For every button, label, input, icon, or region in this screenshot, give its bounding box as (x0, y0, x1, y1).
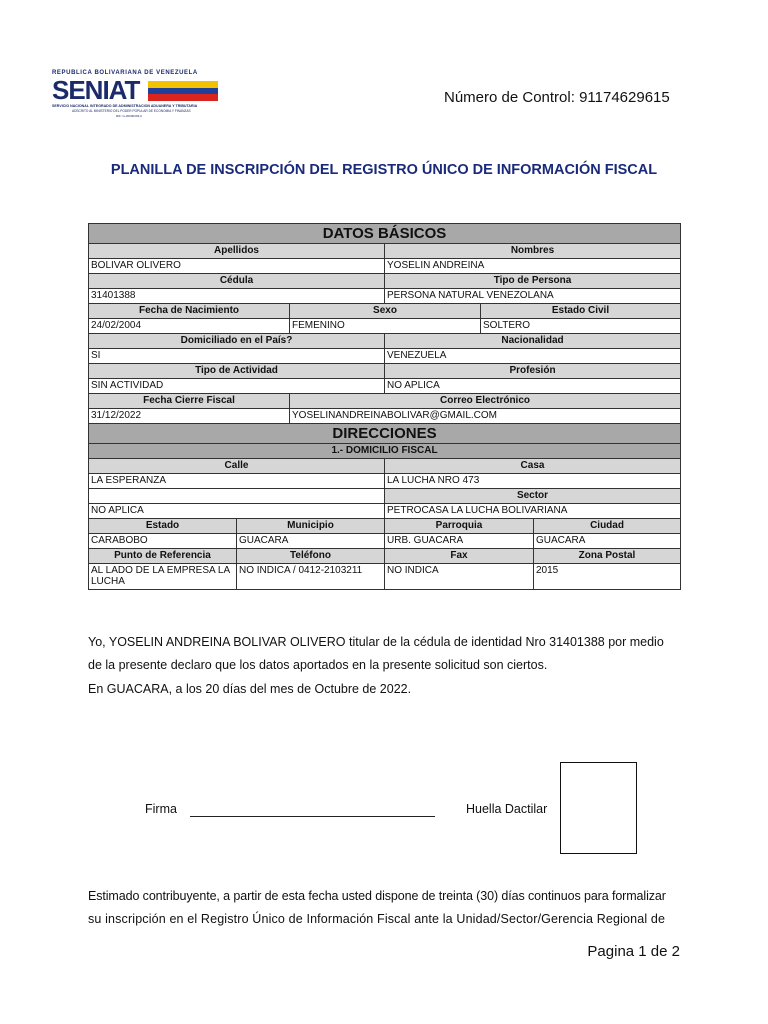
section-datos-basicos: DATOS BÁSICOS (89, 224, 681, 244)
fecha-nacimiento-label: Fecha de Nacimiento (89, 304, 290, 319)
correo-label: Correo Electrónico (290, 394, 681, 409)
referencia-value: AL LADO DE LA EMPRESA LA LUCHA (89, 564, 237, 590)
logo-rif: RIF: G-20000303-0 (116, 114, 142, 118)
fecha-nacimiento-value: 24/02/2004 (89, 319, 290, 334)
tipo-actividad-label: Tipo de Actividad (89, 364, 385, 379)
logo-republic-text: REPUBLICA BOLIVARIANA DE VENEZUELA (52, 70, 198, 76)
ciudad-label: Ciudad (534, 519, 681, 534)
municipio-label: Municipio (237, 519, 385, 534)
firma-label: Firma (145, 802, 177, 816)
fingerprint-box (560, 762, 637, 854)
registration-table (88, 223, 681, 590)
fax-label: Fax (385, 549, 534, 564)
footer-line-1: Estimado contribuyente, a partir de esta fecha usted dispone de treinta (30) días continuos para formalizar (88, 889, 666, 903)
declaration-line-1: Yo, YOSELIN ANDREINA BOLIVAR OLIVERO titular de la cédula de identidad Nro 31401388 por medio (88, 635, 664, 649)
control-number-value: 91174629615 (579, 89, 670, 106)
control-number-label: Número de Control: (444, 89, 575, 106)
calle-label: Calle (89, 459, 385, 474)
huella-label: Huella Dactilar (466, 802, 548, 816)
zona-postal-label: Zona Postal (534, 549, 681, 564)
fecha-cierre-label: Fecha Cierre Fiscal (89, 394, 290, 409)
firma-line (190, 816, 435, 817)
declaration-line-2: de la presente declaro que los datos aportados en la presente solicitud son ciertos. (88, 658, 548, 672)
correo-value: YOSELINANDREINABOLIVAR@GMAIL.COM (290, 409, 681, 424)
referencia-label: Punto de Referencia (89, 549, 237, 564)
cedula-label: Cédula (89, 274, 385, 289)
seniat-logo (52, 70, 218, 118)
parroquia-value: URB. GUACARA (385, 534, 534, 549)
sexo-value: FEMENINO (290, 319, 481, 334)
sector-label: Sector (385, 489, 681, 504)
flag-icon (148, 81, 218, 101)
telefono-value: NO INDICA / 0412-2103211 (237, 564, 385, 590)
estado-value: CARABOBO (89, 534, 237, 549)
sector-blank (89, 489, 385, 504)
fax-value: NO INDICA (385, 564, 534, 590)
nacionalidad-label: Nacionalidad (385, 334, 681, 349)
ciudad-value: GUACARA (534, 534, 681, 549)
zona-postal-value: 2015 (534, 564, 681, 590)
tipo-actividad-value: SIN ACTIVIDAD (89, 379, 385, 394)
casa-label: Casa (385, 459, 681, 474)
section-direcciones: DIRECCIONES (89, 424, 681, 444)
estado-civil-label: Estado Civil (481, 304, 681, 319)
parroquia-label: Parroquia (385, 519, 534, 534)
footer-line-2: su inscripción en el Registro Único de Información Fiscal ante la Unidad/Sector/Gerencia Regional de (88, 912, 666, 926)
sector-left-value: NO APLICA (89, 504, 385, 519)
logo-subtitle-2: ADSCRITO AL MINISTERIO DEL PODER POPULAR DE ECONOMIA Y FINANZAS (72, 109, 191, 113)
apellidos-value: BOLIVAR OLIVERO (89, 259, 385, 274)
profesion-value: NO APLICA (385, 379, 681, 394)
municipio-value: GUACARA (237, 534, 385, 549)
cedula-value: 31401388 (89, 289, 385, 304)
domiciliado-value: SI (89, 349, 385, 364)
domiciliado-label: Domiciliado en el País? (89, 334, 385, 349)
page-title: PLANILLA DE INSCRIPCIÓN DEL REGISTRO ÚNICO DE INFORMACIÓN FISCAL (110, 162, 658, 178)
control-number (444, 89, 670, 106)
calle-value: LA ESPERANZA (89, 474, 385, 489)
page-number: Pagina 1 de 2 (587, 943, 680, 960)
subsection-domicilio-fiscal: 1.- DOMICILIO FISCAL (89, 444, 681, 459)
tipo-persona-label: Tipo de Persona (385, 274, 681, 289)
nombres-value: YOSELIN ANDREINA (385, 259, 681, 274)
telefono-label: Teléfono (237, 549, 385, 564)
logo-wordmark: SENIAT (52, 75, 140, 105)
nombres-label: Nombres (385, 244, 681, 259)
nacionalidad-value: VENEZUELA (385, 349, 681, 364)
casa-value: LA LUCHA NRO 473 (385, 474, 681, 489)
estado-label: Estado (89, 519, 237, 534)
tipo-persona-value: PERSONA NATURAL VENEZOLANA (385, 289, 681, 304)
sector-value: PETROCASA LA LUCHA BOLIVARIANA (385, 504, 681, 519)
fecha-cierre-value: 31/12/2022 (89, 409, 290, 424)
apellidos-label: Apellidos (89, 244, 385, 259)
declaration-line-3: En GUACARA, a los 20 días del mes de Octubre de 2022. (88, 682, 412, 696)
estado-civil-value: SOLTERO (481, 319, 681, 334)
sexo-label: Sexo (290, 304, 481, 319)
profesion-label: Profesión (385, 364, 681, 379)
logo-subtitle: SERVICIO NACIONAL INTEGRADO DE ADMINISTRACION ADUANERA Y TRIBUTARIA (52, 104, 198, 108)
